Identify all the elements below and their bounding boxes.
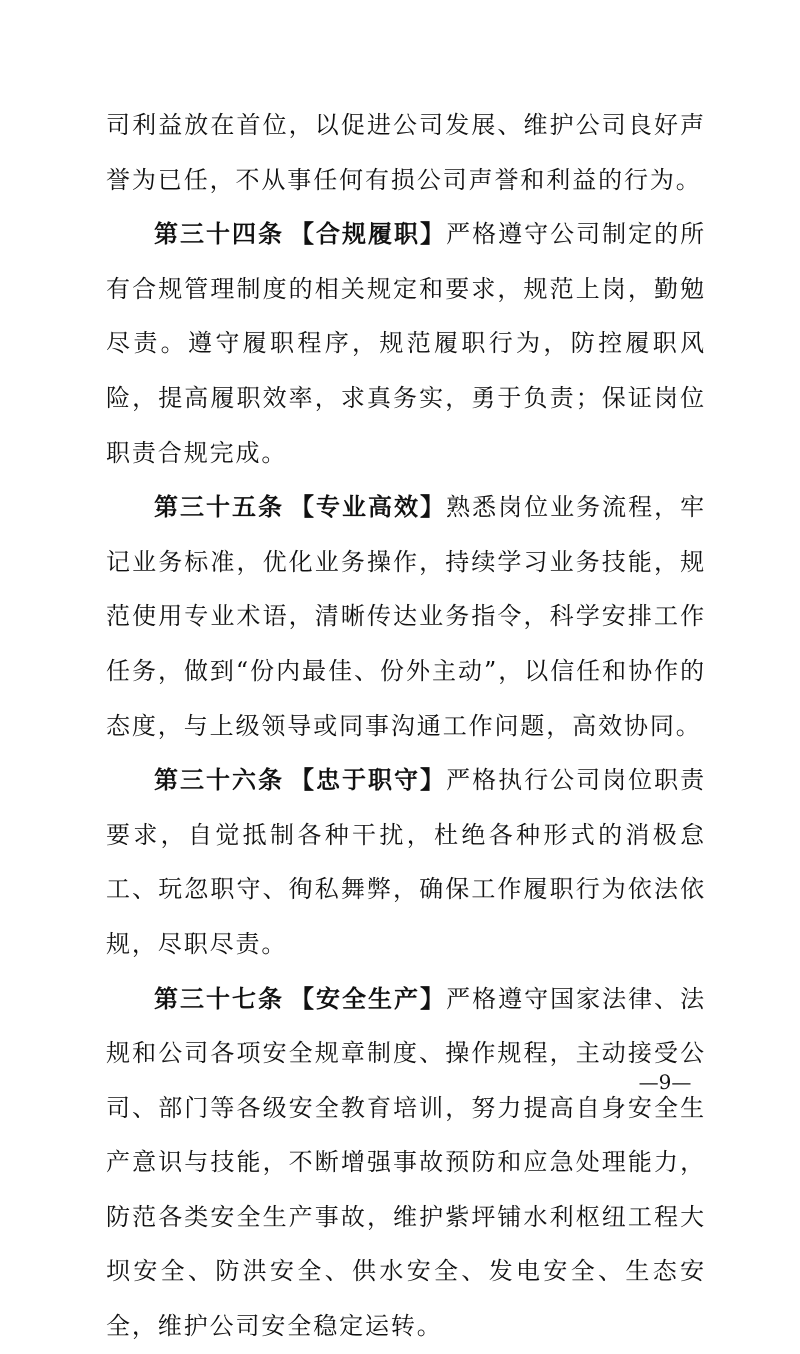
article-36-paragraph [106, 753, 706, 971]
body-text [106, 98, 706, 1354]
paragraph-text: 司利益放在首位，以促进公司发展、维护公司良好声誉为已任，不从事任何有损公司声誉和利益的行为。 [106, 111, 706, 194]
article-35-paragraph [106, 480, 706, 753]
article-34-paragraph [106, 207, 706, 480]
article-title: 【安全生产】 [290, 983, 447, 1013]
article-text: 严格遵守公司制定的所有合规管理制度的相关规定和要求，规范上岗，勤勉尽责。遵守履职程序，规范履职行为，防控履职风险，提高履职效率，求真务实，勇于负责；保证岗位职责合规完成。 [106, 220, 707, 467]
article-text: 熟悉岗位业务流程，牢记业务标准，优化业务操作，持续学习业务技能，规范使用专业术语，清晰传达业务指令，科学安排工作任务，做到“份内最佳、份外主动”，以信任和协作的态度，与上级领导或同事沟通工作问题，高效协同。 [106, 493, 707, 740]
article-title: 【忠于职守】 [290, 765, 447, 795]
article-number: 第三十五条 [154, 492, 285, 522]
page-number: —9— [638, 1070, 692, 1094]
paragraph-continuation [106, 98, 706, 207]
article-number: 第三十六条 [154, 765, 285, 795]
article-title: 【合规履职】 [290, 219, 447, 249]
article-title: 【专业高效】 [290, 492, 447, 522]
article-text: 严格遵守国家法律、法规和公司各项安全规章制度、操作规程，主动接受公司、部门等各级安全教育培训，努力提高自身安全生产意识与技能，不断增强事故预防和应急处理能力，防范各类安全生产事故，维护紫坪铺水利枢纽工程大坝安全、防洪安全、供水安全、发电安全、生态安全，维护公司安全稳定运转。 [106, 984, 707, 1341]
article-number: 第三十七条 [154, 983, 285, 1013]
article-number: 第三十四条 [154, 219, 285, 249]
article-text: 严格执行公司岗位职责要求，自觉抵制各种干扰，杜绝各种形式的消极怠工、玩忽职守、徇私舞弊，确保工作履职行为依法依规，尽职尽责。 [106, 766, 707, 958]
article-37-paragraph [106, 972, 706, 1354]
